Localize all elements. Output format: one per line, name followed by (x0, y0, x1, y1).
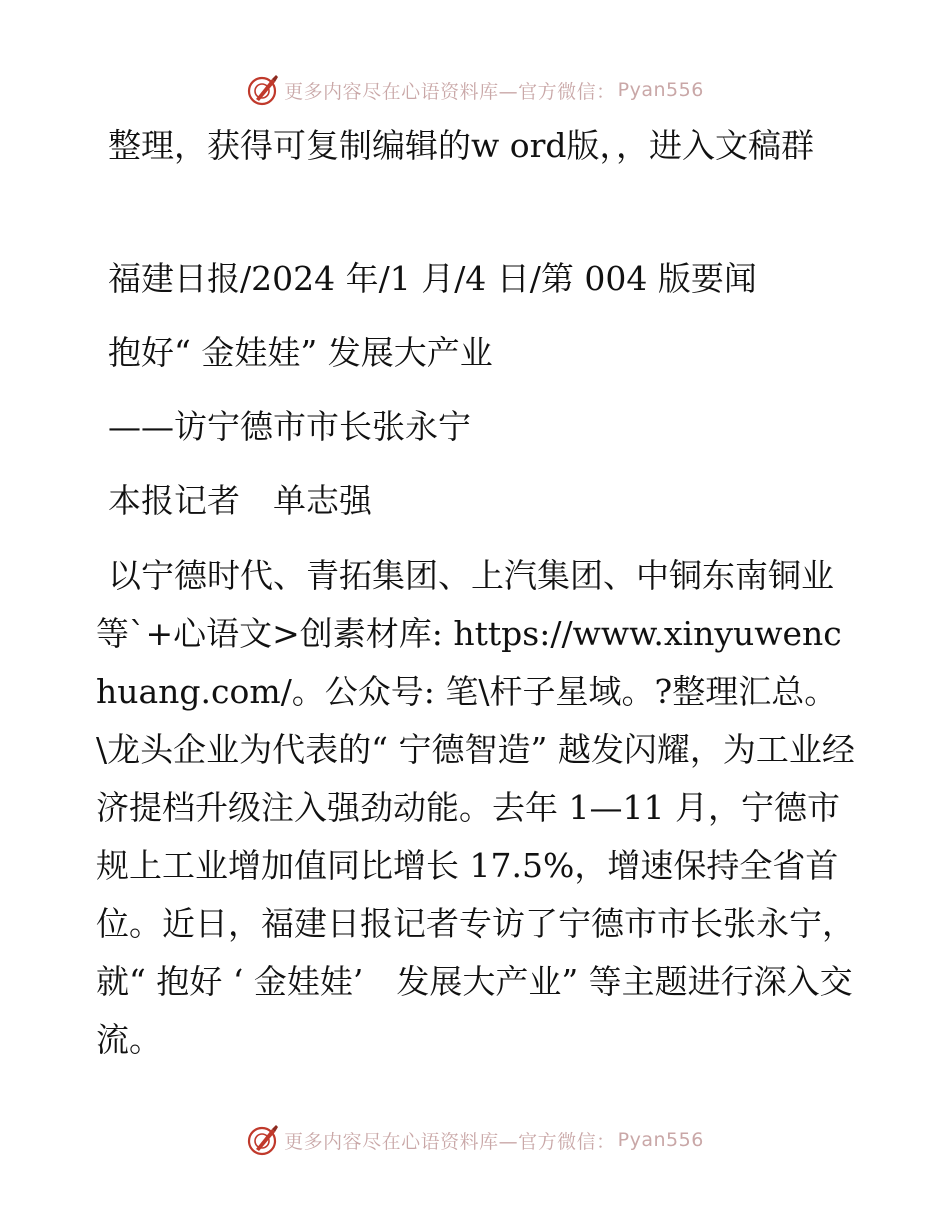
header-banner-text: 更多内容尽在心语资料库—官方微信： (284, 80, 616, 103)
article-headline: 抱好“ 金娃娃” 发展大产业 (108, 333, 493, 372)
header-wechat-id: Pyan556 (617, 79, 704, 101)
footer-banner-text: 更多内容尽在心语资料库—官方微信： (284, 1130, 616, 1153)
source-line: 福建日报/2024 年/1 月/4 日/第 004 版要闻 (108, 259, 757, 298)
article-body-paragraph: 以宁德时代、青拓集团、上汽集团、中铜东南铜业等`+心语文>创素材库: https://www.xinyuwenchuang.com/。公众号: 笔\杆子星域。?整理汇总。\龙头企业为代表的“ 宁德智造” 越发闪耀，为工业经济提档升级注入强劲动能。去年 1—11 月，宁德市规上工业增加值同比增长 17.5%，增速保持全省首位。近日，福建日报记者专访了宁德市市长张永宁，就“ 抱好 ‘ 金娃娃’ 发展大产业” 等主题进行深入交流。 (96, 556, 855, 1059)
article-subheadline: ——访宁德市市长张永宁 (108, 407, 471, 446)
article-byline: 本报记者 单志强 (108, 481, 372, 520)
footer-wechat-id: Pyan556 (617, 1129, 704, 1151)
footer-watermark-banner (0, 1120, 950, 1160)
header-watermark-banner (0, 70, 950, 110)
brush-logo-icon (246, 73, 280, 107)
intro-note: 整理，获得可复制编辑的w ord版，，进入文稿群 (108, 126, 815, 165)
brush-logo-icon (246, 1123, 280, 1157)
